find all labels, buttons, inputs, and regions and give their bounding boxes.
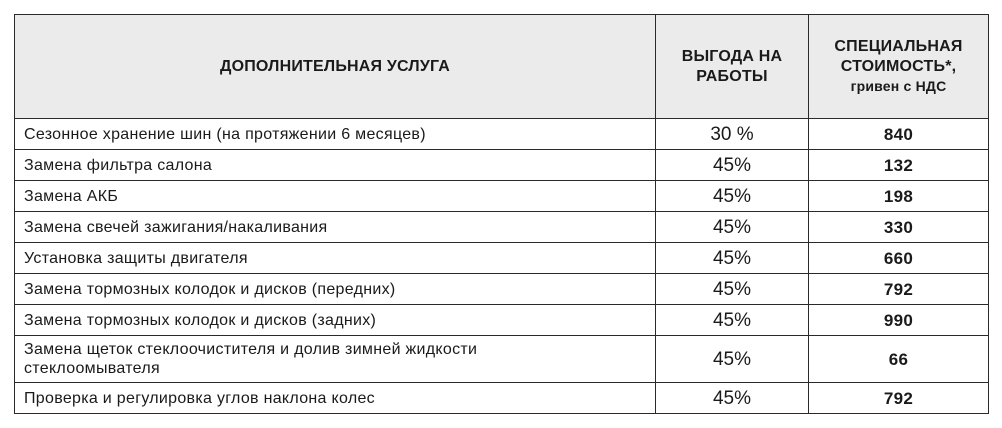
- cost-cell: 66: [809, 336, 989, 383]
- header-cost: [809, 15, 989, 119]
- header-cost-line3: гривен с НДС: [850, 78, 947, 94]
- header-service: [15, 15, 656, 119]
- table-row: [15, 336, 989, 383]
- cost-cell: 792: [809, 274, 989, 305]
- table-row: [15, 305, 989, 336]
- service-cell: Замена тормозных колодок и дисков (передних): [15, 274, 656, 305]
- cost-cell: 132: [809, 150, 989, 181]
- header-benefit-line1: ВЫГОДА НА: [681, 47, 783, 65]
- service-cell: [15, 336, 656, 383]
- table-row: [15, 150, 989, 181]
- benefit-cell: 45%: [656, 274, 809, 305]
- benefit-cell: 45%: [656, 181, 809, 212]
- table-row: [15, 243, 989, 274]
- service-cell: Замена свечей зажигания/накаливания: [15, 212, 656, 243]
- cost-cell: 198: [809, 181, 989, 212]
- benefit-cell: 45%: [656, 305, 809, 336]
- header-benefit-line2: РАБОТЫ: [696, 67, 768, 85]
- service-cell: Сезонное хранение шин (на протяжении 6 месяцев): [15, 119, 656, 150]
- table-row: [15, 181, 989, 212]
- benefit-cell: 30 %: [656, 119, 809, 150]
- benefit-cell: 45%: [656, 383, 809, 414]
- service-cell: Замена тормозных колодок и дисков (задних): [15, 305, 656, 336]
- service-cell: Установка защиты двигателя: [15, 243, 656, 274]
- benefit-cell: 45%: [656, 243, 809, 274]
- table-row: [15, 383, 989, 414]
- header-cost-line2: СТОИМОСТЬ*,: [840, 58, 957, 75]
- header-service-label: ДОПОЛНИТЕЛЬНАЯ УСЛУГА: [219, 57, 450, 75]
- cost-cell: 792: [809, 383, 989, 414]
- services-price-table: [14, 14, 989, 414]
- table-row: [15, 274, 989, 305]
- cost-cell: 660: [809, 243, 989, 274]
- cost-cell: 840: [809, 119, 989, 150]
- benefit-cell: 45%: [656, 150, 809, 181]
- table-header-row: [15, 15, 989, 119]
- table-row: [15, 212, 989, 243]
- benefit-cell: 45%: [656, 212, 809, 243]
- service-cell-line2: стеклоомывателя: [24, 360, 160, 377]
- service-cell: Замена фильтра салона: [15, 150, 656, 181]
- header-cost-line1: СПЕЦИАЛЬНАЯ: [834, 38, 963, 55]
- cost-cell: 330: [809, 212, 989, 243]
- cost-cell: 990: [809, 305, 989, 336]
- service-cell: Проверка и регулировка углов наклона колес: [15, 383, 656, 414]
- table-row: [15, 119, 989, 150]
- service-cell: Замена АКБ: [15, 181, 656, 212]
- service-cell-line1: Замена щеток стеклоочистителя и долив зимней жидкости: [24, 341, 478, 358]
- header-benefit: [656, 15, 809, 119]
- benefit-cell: 45%: [656, 336, 809, 383]
